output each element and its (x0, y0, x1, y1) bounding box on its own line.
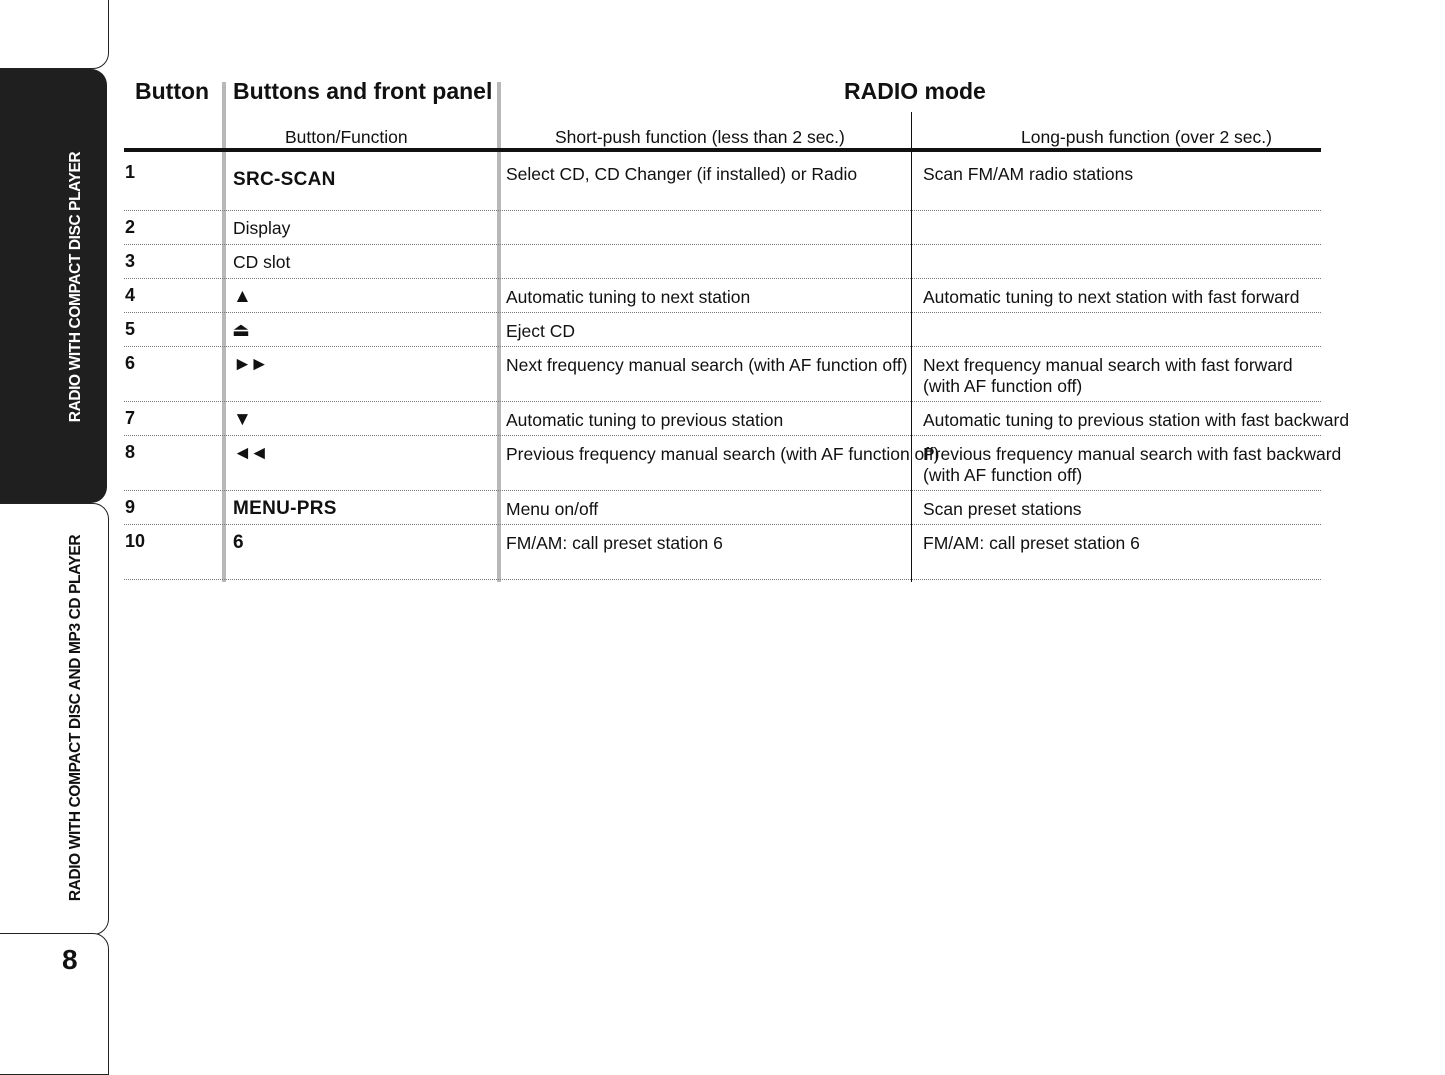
side-tab-top (0, 0, 109, 69)
row-number: 3 (125, 251, 136, 271)
fast-forward-icon: ►► (233, 354, 267, 375)
header-radio-mode: RADIO mode (844, 78, 986, 104)
subheader-short-push: Short-push function (less than 2 sec.) (555, 127, 845, 147)
row-number: 1 (125, 162, 136, 182)
long-push-text-line2: (with AF function off) (923, 465, 1083, 485)
short-push-text: FM/AM: call preset station 6 (506, 533, 723, 553)
button-name: CD slot (233, 252, 291, 272)
column-divider (497, 82, 501, 582)
long-push-text: Scan preset stations (923, 499, 1082, 519)
row-number: 9 (125, 497, 136, 517)
side-tab-active[interactable] (0, 69, 107, 503)
row-number: 7 (125, 408, 136, 428)
header-front-panel: Buttons and front panel (233, 78, 493, 104)
side-tab-bottom (0, 933, 109, 1075)
row-number: 6 (125, 353, 136, 373)
up-arrow-icon: ▲ (233, 286, 252, 307)
row-number: 8 (125, 442, 136, 462)
short-push-text: Automatic tuning to next station (506, 287, 751, 307)
row-number: 2 (125, 217, 136, 237)
rewind-icon: ◄◄ (233, 443, 267, 464)
subheader-long-push: Long-push function (over 2 sec.) (1021, 127, 1272, 147)
button-name: Display (233, 218, 291, 238)
row-separator (124, 490, 1321, 491)
long-push-text: Next frequency manual search with fast forward (923, 355, 1293, 375)
long-push-text: Automatic tuning to previous station with fast backward (923, 410, 1350, 430)
header-button: Button (135, 78, 210, 104)
row-number: 10 (125, 531, 146, 551)
side-tab-inactive[interactable] (0, 503, 109, 935)
row-separator (124, 346, 1321, 347)
row-separator (124, 579, 1321, 580)
row-number: 5 (125, 319, 136, 339)
page-number: 8 (62, 944, 78, 975)
subheader-button-function: Button/Function (285, 127, 408, 147)
row-separator (124, 435, 1321, 436)
short-push-text: Next frequency manual search (with AF function off) (506, 355, 908, 375)
row-separator (124, 312, 1321, 313)
short-push-text: Select CD, CD Changer (if installed) or Radio (506, 164, 858, 184)
long-push-text: Automatic tuning to next station with fast forward (923, 287, 1300, 307)
down-arrow-icon: ▼ (233, 409, 252, 430)
long-push-text-line2: (with AF function off) (923, 376, 1083, 396)
header-rule (124, 148, 1321, 152)
button-name: 6 (233, 532, 244, 553)
button-name: MENU-PRS (233, 498, 337, 519)
button-name: SRC-SCAN (233, 169, 336, 190)
row-separator (124, 244, 1321, 245)
row-number: 4 (125, 285, 136, 305)
row-separator (124, 401, 1321, 402)
column-divider (222, 82, 226, 582)
long-push-text: Previous frequency manual search with fast backward (923, 444, 1342, 464)
short-push-text: Previous frequency manual search (with AF function off) (506, 444, 940, 464)
long-push-text: FM/AM: call preset station 6 (923, 533, 1140, 553)
row-separator (124, 524, 1321, 525)
row-separator (124, 210, 1321, 211)
eject-icon: ⏏ (232, 320, 250, 341)
long-push-text: Scan FM/AM radio stations (923, 164, 1134, 184)
row-separator (124, 278, 1321, 279)
short-push-text: Automatic tuning to previous station (506, 410, 784, 430)
side-tab-active-label: RADIO WITH COMPACT DISC PLAYER (67, 151, 84, 423)
short-push-text: Menu on/off (506, 499, 599, 519)
side-tab-inactive-label: RADIO WITH COMPACT DISC AND MP3 CD PLAYER (67, 534, 84, 902)
short-push-text: Eject CD (506, 321, 576, 341)
column-divider (911, 112, 912, 582)
